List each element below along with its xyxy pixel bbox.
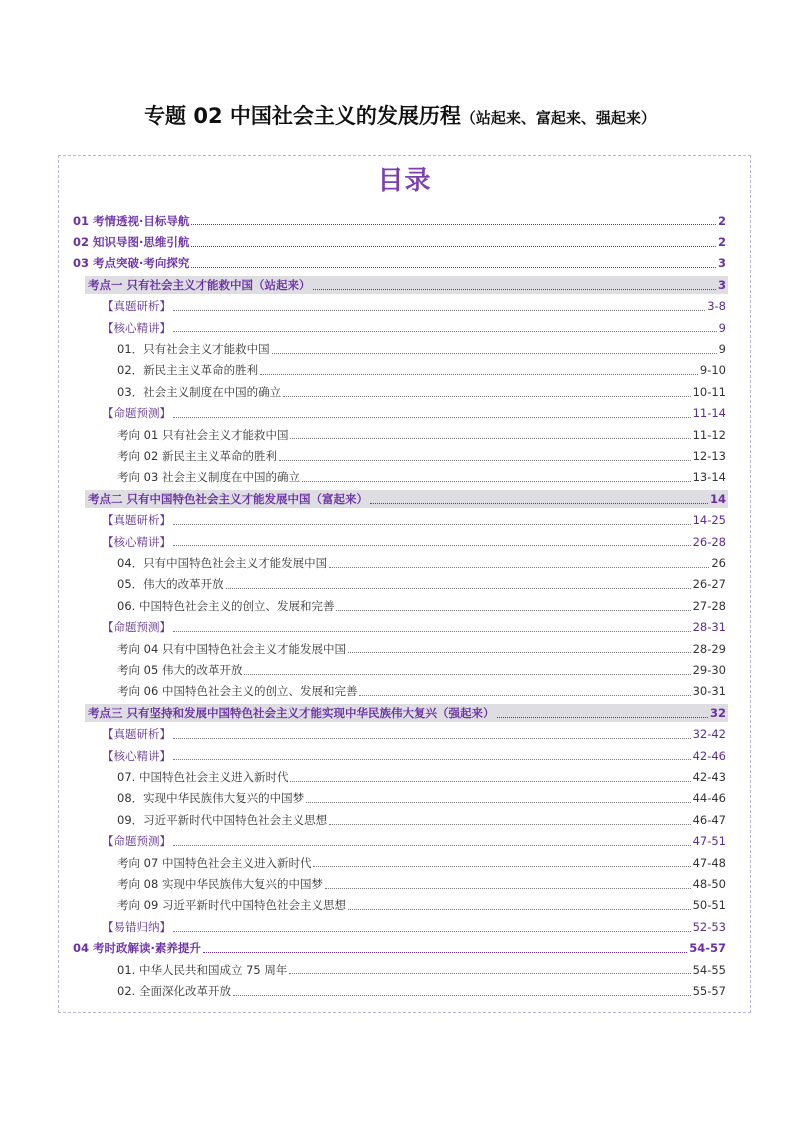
toc-entry-leader-dots — [283, 395, 690, 397]
toc-entry[interactable] — [59, 253, 750, 274]
toc-entry[interactable] — [59, 702, 750, 723]
toc-entry-leader-dots — [313, 288, 716, 290]
toc-entry-page: 42-43 — [692, 770, 726, 785]
toc-entry-label: 考向 05 伟大的改革开放 — [117, 663, 243, 678]
toc-entry[interactable] — [59, 488, 750, 509]
toc-entry-label: 考向 06 中国特色社会主义的创立、发展和完善 — [117, 684, 358, 699]
toc-entry-leader-dots — [173, 630, 691, 632]
toc-entry[interactable] — [59, 980, 750, 1001]
toc-entry-page: 47-48 — [692, 855, 726, 870]
toc-entry-leader-dots — [191, 245, 716, 247]
toc-entry-label: 07. 中国特色社会主义进入新时代 — [117, 770, 289, 785]
toc-entry-leader-dots — [302, 480, 691, 482]
toc-entry[interactable] — [59, 766, 750, 787]
toc-entry-page: 52-53 — [692, 919, 726, 934]
toc-entry-leader-dots — [290, 437, 690, 439]
toc-entry-page: 26-28 — [692, 534, 726, 549]
toc-entry-label: 考点一 只有社会主义才能救中国（站起来） — [88, 277, 311, 292]
toc-entry-label: 【真题研析】 — [102, 299, 171, 314]
toc-entry[interactable] — [59, 873, 750, 894]
toc-entry-page: 54-57 — [689, 941, 726, 956]
toc-entry[interactable] — [59, 831, 750, 852]
toc-entry[interactable] — [59, 445, 750, 466]
toc-entry-leader-dots — [203, 951, 687, 953]
toc-entry[interactable] — [59, 852, 750, 873]
toc-entry[interactable] — [59, 381, 750, 402]
toc-entry-page: 13-14 — [692, 470, 726, 485]
toc-entry-label: 【核心精讲】 — [102, 320, 171, 335]
toc-entry-label: 08．实现中华民族伟大复兴的中国梦 — [117, 791, 305, 806]
toc-entry-page: 44-46 — [692, 791, 726, 806]
toc-entry-label: 04．只有中国特色社会主义才能发展中国 — [117, 556, 328, 571]
toc-entry[interactable] — [59, 916, 750, 937]
toc-entry-label: 【易错归纳】 — [102, 919, 171, 934]
toc-entry-page: 28-31 — [692, 620, 726, 635]
toc-entry-page: 10-11 — [692, 384, 726, 399]
toc-entry[interactable] — [59, 360, 750, 381]
document-title — [0, 100, 800, 130]
toc-entry-leader-dots — [359, 694, 690, 696]
toc-entry-label: 02．新民主主义革命的胜利 — [117, 363, 259, 378]
toc-entry[interactable] — [59, 638, 750, 659]
toc-entry-page: 28-29 — [692, 641, 726, 656]
toc-entry[interactable] — [59, 617, 750, 638]
toc-entry-leader-dots — [173, 523, 691, 525]
toc-entry-page: 50-51 — [692, 898, 726, 913]
toc-entry-leader-dots — [497, 716, 708, 718]
toc-entry-label: 05．伟大的改革开放 — [117, 577, 224, 592]
toc-entry-page: 54-55 — [692, 962, 726, 977]
toc-entry-leader-dots — [370, 502, 708, 504]
toc-entry[interactable] — [59, 424, 750, 445]
toc-entry[interactable] — [59, 724, 750, 745]
toc-entry[interactable] — [59, 938, 750, 959]
toc-entry-label: 【核心精讲】 — [102, 748, 171, 763]
toc-entry-label: 考向 02 新民主主义革命的胜利 — [117, 449, 277, 464]
toc-entry[interactable] — [59, 574, 750, 595]
toc-entry-page: 14 — [709, 491, 726, 506]
toc-entry-leader-dots — [348, 651, 691, 653]
toc-entry-label: 04 考时政解读·素养提升 — [73, 941, 201, 956]
toc-entry-page: 9 — [718, 320, 726, 335]
toc-entry-leader-dots — [306, 801, 690, 803]
toc-entry[interactable] — [59, 210, 750, 231]
toc-entry-leader-dots — [289, 972, 690, 974]
toc-entry-leader-dots — [313, 865, 690, 867]
toc-entry-leader-dots — [272, 352, 717, 354]
toc-entry-leader-dots — [173, 309, 705, 311]
toc-entry-label: 09．习近平新时代中国特色社会主义思想 — [117, 812, 328, 827]
toc-entry-label: 考点三 只有坚持和发展中国特色社会主义才能实现中华民族伟大复兴（强起来） — [88, 705, 495, 720]
toc-entry-page: 42-46 — [692, 748, 726, 763]
toc-entry-label: 06. 中国特色社会主义的创立、发展和完善 — [117, 598, 335, 613]
toc-entry[interactable] — [59, 659, 750, 680]
toc-entry[interactable] — [59, 274, 750, 295]
toc-entry-page: 55-57 — [692, 984, 726, 999]
toc-entry-label: 01．只有社会主义才能救中国 — [117, 342, 270, 357]
toc-entry-label: 【命题预测】 — [102, 406, 171, 421]
toc-entry-label: 【真题研析】 — [102, 727, 171, 742]
toc-entry-page: 3 — [717, 256, 726, 271]
toc-entry-page: 3-8 — [707, 299, 726, 314]
document-title-subtitle: （站起来、富起来、强起来） — [460, 109, 656, 127]
toc-entry[interactable] — [59, 338, 750, 359]
toc-entry[interactable] — [59, 745, 750, 766]
toc-entry[interactable] — [59, 296, 750, 317]
toc-entry[interactable] — [59, 510, 750, 531]
toc-heading: 目录 — [377, 166, 432, 196]
toc-entry-page: 2 — [717, 213, 726, 228]
toc-entry-label: 考向 03 社会主义制度在中国的确立 — [117, 470, 300, 485]
toc-entry-page: 48-50 — [692, 877, 726, 892]
toc-entry-page: 29-30 — [692, 663, 726, 678]
toc-entry-label: 03 考点突破·考向探究 — [73, 256, 190, 271]
toc-entry-leader-dots — [329, 566, 709, 568]
toc-entry-page: 2 — [717, 235, 726, 250]
toc-entry-page: 32-42 — [692, 727, 726, 742]
toc-entry[interactable] — [59, 467, 750, 488]
toc-entry-label: 【核心精讲】 — [102, 534, 171, 549]
toc-entry-label: 考向 07 中国特色社会主义进入新时代 — [117, 855, 312, 870]
toc-entry-label: 【真题研析】 — [102, 513, 171, 528]
toc-entry-page: 26 — [711, 556, 726, 571]
table-of-contents — [58, 155, 751, 1013]
toc-entry-leader-dots — [173, 930, 691, 932]
toc-entry[interactable] — [59, 788, 750, 809]
toc-entry-label: 03．社会主义制度在中国的确立 — [117, 384, 282, 399]
toc-entry-page: 9-10 — [699, 363, 726, 378]
toc-entry-label: 【命题预测】 — [102, 620, 171, 635]
toc-entry-page: 11-14 — [692, 406, 726, 421]
toc-entry-page: 11-12 — [692, 427, 726, 442]
toc-entry-leader-dots — [336, 609, 690, 611]
toc-entry-page: 30-31 — [692, 684, 726, 699]
toc-entry-leader-dots — [173, 330, 717, 332]
toc-entry-label: 02. 全面深化改革开放 — [117, 984, 231, 999]
toc-entry[interactable] — [59, 317, 750, 338]
toc-entry-label: 考向 01 只有社会主义才能救中国 — [117, 427, 289, 442]
toc-entry-page: 3 — [717, 277, 726, 292]
toc-entry-leader-dots — [191, 223, 716, 225]
toc-entry-leader-dots — [173, 544, 691, 546]
toc-entry-leader-dots — [348, 908, 691, 910]
toc-entry-label: 01 考情透视·目标导航 — [73, 213, 190, 228]
toc-entry-page: 32 — [709, 705, 726, 720]
toc-entry-page: 47-51 — [692, 834, 726, 849]
toc-entry[interactable] — [59, 595, 750, 616]
toc-entry-label: 【命题预测】 — [102, 834, 171, 849]
toc-entry[interactable] — [59, 231, 750, 252]
toc-entry-label: 考点二 只有中国特色社会主义才能发展中国（富起来） — [88, 491, 369, 506]
toc-entry-leader-dots — [173, 737, 691, 739]
toc-entry-leader-dots — [279, 459, 691, 461]
toc-entry-leader-dots — [173, 844, 691, 846]
toc-entry-leader-dots — [290, 780, 690, 782]
toc-entry-leader-dots — [233, 994, 691, 996]
toc-entry-leader-dots — [173, 416, 691, 418]
toc-entry[interactable] — [59, 531, 750, 552]
toc-entry-page: 14-25 — [692, 513, 726, 528]
toc-entry-leader-dots — [173, 758, 691, 760]
toc-entry-leader-dots — [325, 887, 691, 889]
toc-entry-leader-dots — [226, 587, 691, 589]
toc-entry-label: 考向 04 只有中国特色社会主义才能发展中国 — [117, 641, 346, 656]
toc-entry-leader-dots — [191, 266, 716, 268]
toc-entry-leader-dots — [244, 673, 690, 675]
toc-entry-page: 46-47 — [692, 812, 726, 827]
toc-entry-leader-dots — [329, 823, 690, 825]
toc-entry-label: 考向 09 习近平新时代中国特色社会主义思想 — [117, 898, 346, 913]
toc-entry-leader-dots — [260, 373, 698, 375]
toc-entry-page: 26-27 — [692, 577, 726, 592]
toc-entry-label: 02 知识导图·思维引航 — [73, 235, 190, 250]
toc-entry[interactable] — [59, 681, 750, 702]
toc-entry-label: 01. 中华人民共和国成立 75 周年 — [117, 962, 288, 977]
document-title-main: 专题 02 中国社会主义的发展历程 — [144, 104, 461, 128]
toc-entry-page: 27-28 — [692, 598, 726, 613]
toc-entry-label: 考向 08 实现中华民族伟大复兴的中国梦 — [117, 877, 323, 892]
toc-entry[interactable] — [59, 552, 750, 573]
toc-entry-page: 9 — [718, 342, 726, 357]
toc-entry[interactable] — [59, 403, 750, 424]
toc-entry[interactable] — [59, 959, 750, 980]
toc-entry[interactable] — [59, 895, 750, 916]
toc-entry[interactable] — [59, 809, 750, 830]
toc-entry-page: 12-13 — [692, 449, 726, 464]
